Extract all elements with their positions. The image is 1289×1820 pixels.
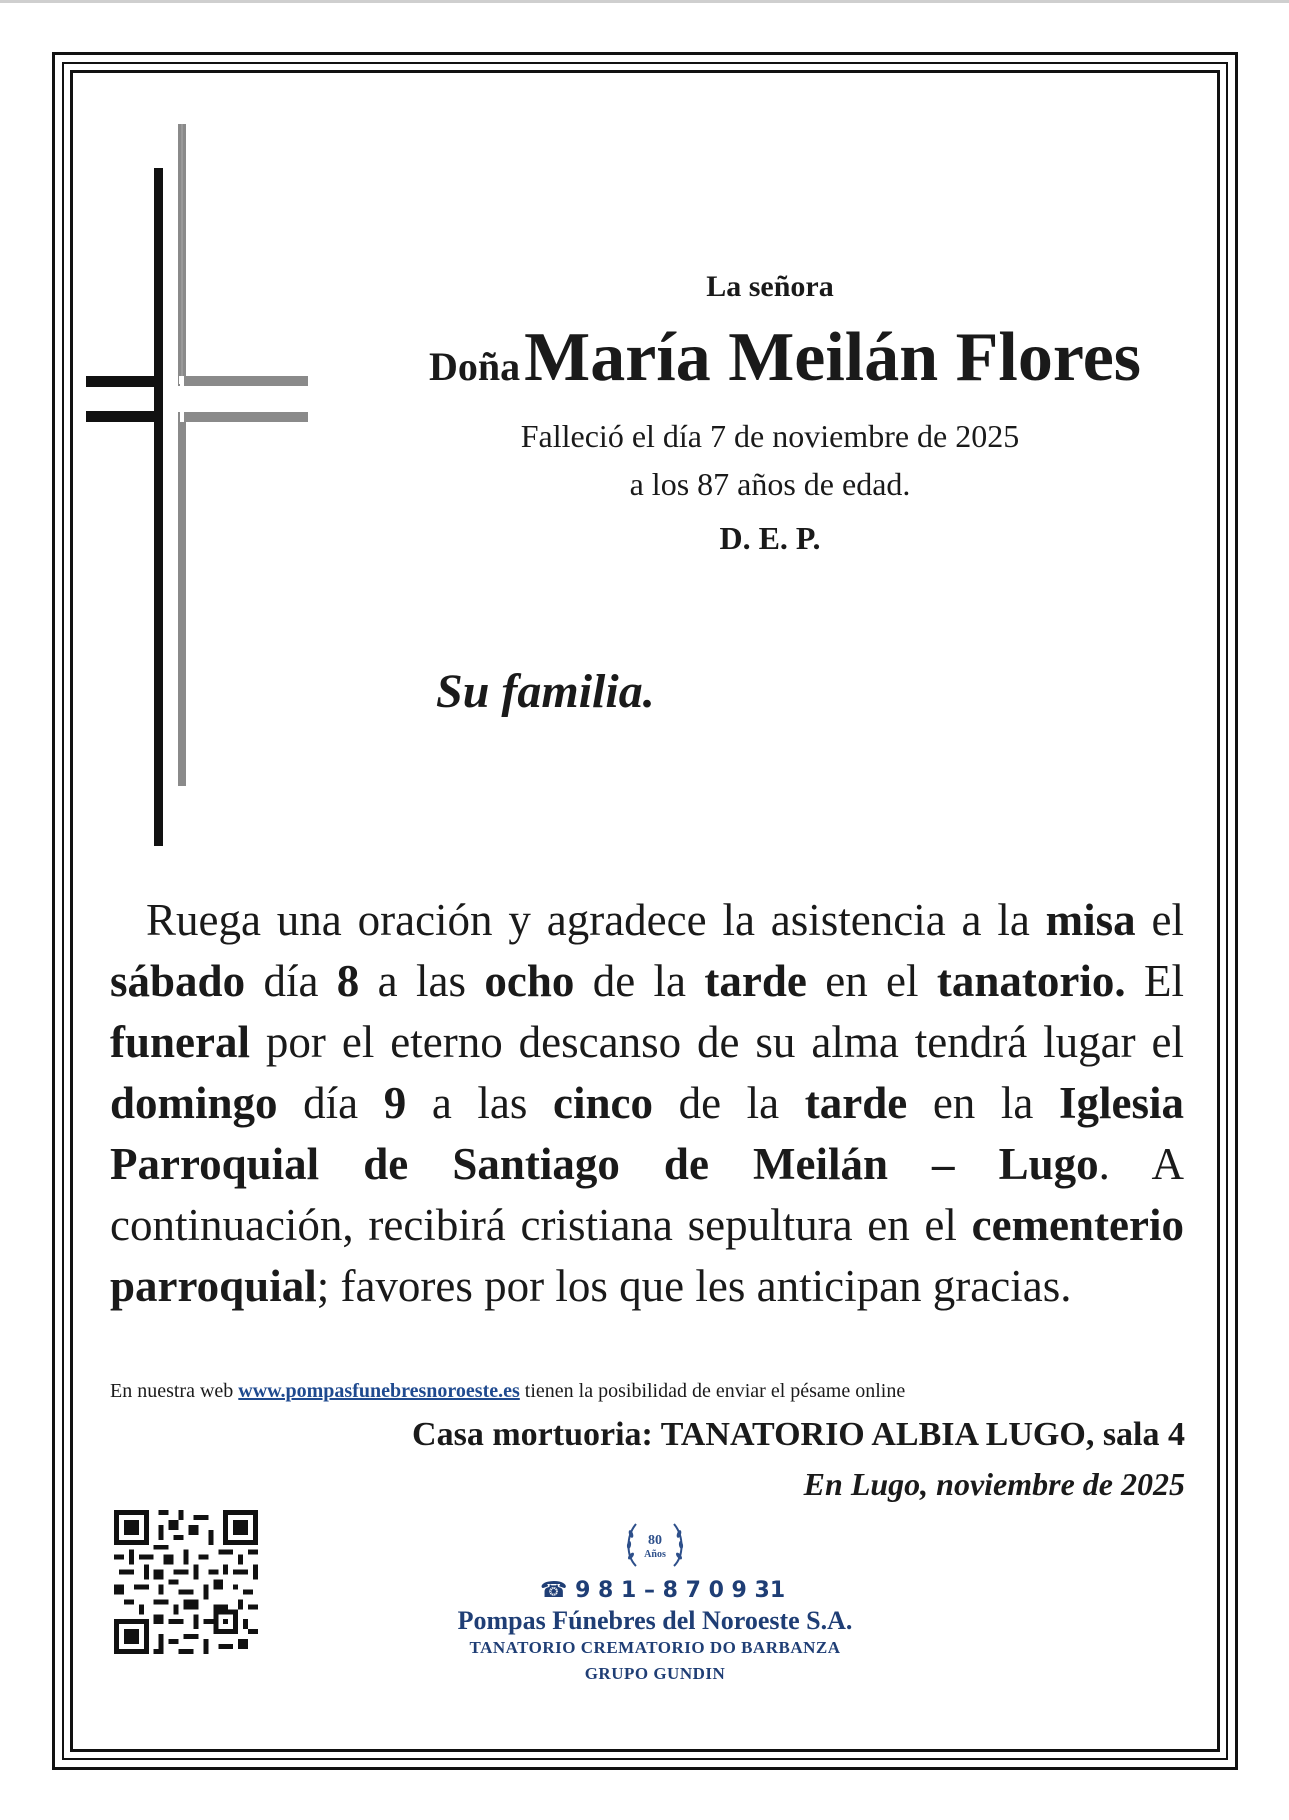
body-emphasis: tanatorio. [936,956,1126,1006]
body-emphasis: sábado [110,956,246,1006]
cross-icon [86,124,308,846]
top-divider [0,0,1289,3]
body-text: por el eterno descanso de su alma tendrá lugar el [250,1017,1184,1067]
web-condolence-line [110,1380,905,1403]
badge-number: 80 [648,1533,662,1548]
phone-number: 9 8 1 – 8 7 0 9 31 [575,1578,786,1603]
age-line: a los 87 años de edad. [629,466,911,502]
company-group: GRUPO GUNDIN [584,1664,726,1683]
body-text: de la [574,956,705,1006]
qr-code-icon[interactable] [114,1510,258,1654]
body-emphasis: funeral [110,1017,250,1067]
deceased-name-line [360,318,1210,398]
body-emphasis: ocho [484,956,575,1006]
intro-label: La señora [706,270,834,303]
company-subtitle: TANATORIO CREMATORIO DO BARBANZA [469,1638,841,1657]
phone-icon: ☎ [540,1578,568,1603]
body-emphasis: tarde [704,956,807,1006]
anniversary-badge-icon [622,1512,688,1578]
body-emphasis: misa [1045,895,1136,945]
family-signature: Su familia. [436,665,655,718]
badge-word: Años [644,1549,666,1560]
body-emphasis: cinco [553,1078,653,1128]
body-text: Ruega una oración y agradece la asistencia a la [146,895,1046,945]
body-emphasis: tarde [804,1078,908,1128]
body-text: . A continuación, recibirá cristiana sepultura en el [110,1139,1184,1250]
place-date: En Lugo, noviembre de 2025 [803,1466,1185,1502]
body-text: a las [406,1078,554,1128]
body-emphasis: 9 [383,1078,407,1128]
web-prefix: En nuestra web [110,1380,239,1402]
body-text: El [1125,956,1184,1006]
body-emphasis: 8 [336,956,360,1006]
company-name: Pompas Fúnebres del Noroeste S.A. [457,1606,853,1635]
ceremony-paragraph [110,890,1184,1317]
phone-line [540,1578,786,1603]
body-text: día [277,1078,384,1128]
body-text: día [245,956,337,1006]
body-text: en el [806,956,937,1006]
body-text: ; favores por los que les anticipan gracias. [316,1261,1072,1311]
deceased-name: María Meilán Flores [524,319,1141,396]
body-text: de la [653,1078,805,1128]
death-date: Falleció el día 7 de noviembre de 2025 [520,418,1020,454]
church-name: Iglesia Parroquial de Santiago de Meilán – Lugo [110,1078,1185,1189]
body-text: a las [359,956,485,1006]
body-text: el [1135,895,1184,945]
dep-label: D. E. P. [719,520,821,556]
website-link[interactable]: www.pompasfunebresnoroeste.es [238,1380,520,1402]
funeral-home-line: Casa mortuoria: TANATORIO ALBIA LUGO, sala 4 [412,1416,1185,1453]
body-emphasis: domingo [110,1078,278,1128]
body-emphasis: cementerio parroquial [110,1200,1184,1311]
body-text: en la [907,1078,1059,1128]
web-suffix: tienen la posibilidad de enviar el pésame online [519,1380,906,1402]
name-prefix: Doña [428,344,521,389]
